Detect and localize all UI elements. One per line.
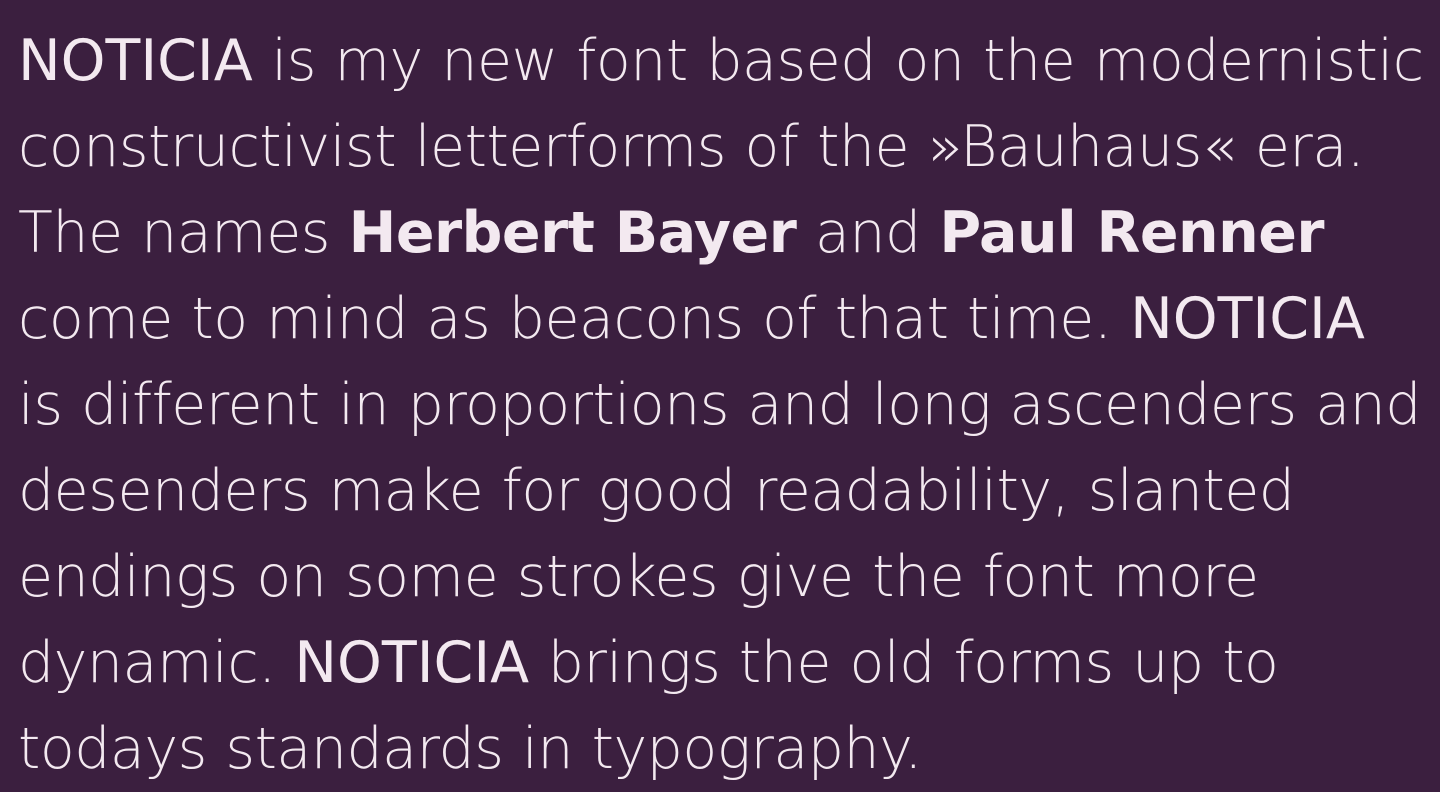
font-name-noticia-3: NOTICIA [294,630,530,696]
font-name-noticia-2: NOTICIA [1130,286,1365,352]
specimen-text-3: come to mind as beacons of that time. [18,286,1131,352]
specimen-paragraph [18,18,1426,792]
specimen-text-5: brings the old forms up to todays standards in typography. [18,630,1279,782]
specimen-text-4: is different in proportions and long ascenders and desenders make for good readability, slanted endings on some strokes give the font more dynamic. [18,372,1421,696]
specimen-text-1: is my new font based on the modernistic constructivist letterforms of the »Bauhaus« era. The names [18,28,1424,266]
designer-name-herbert-bayer: Herbert Bayer [348,200,797,266]
designer-name-paul-renner: Paul Renner [939,200,1324,266]
font-name-noticia-1: NOTICIA [18,28,253,94]
specimen-text-2: and [796,200,940,266]
